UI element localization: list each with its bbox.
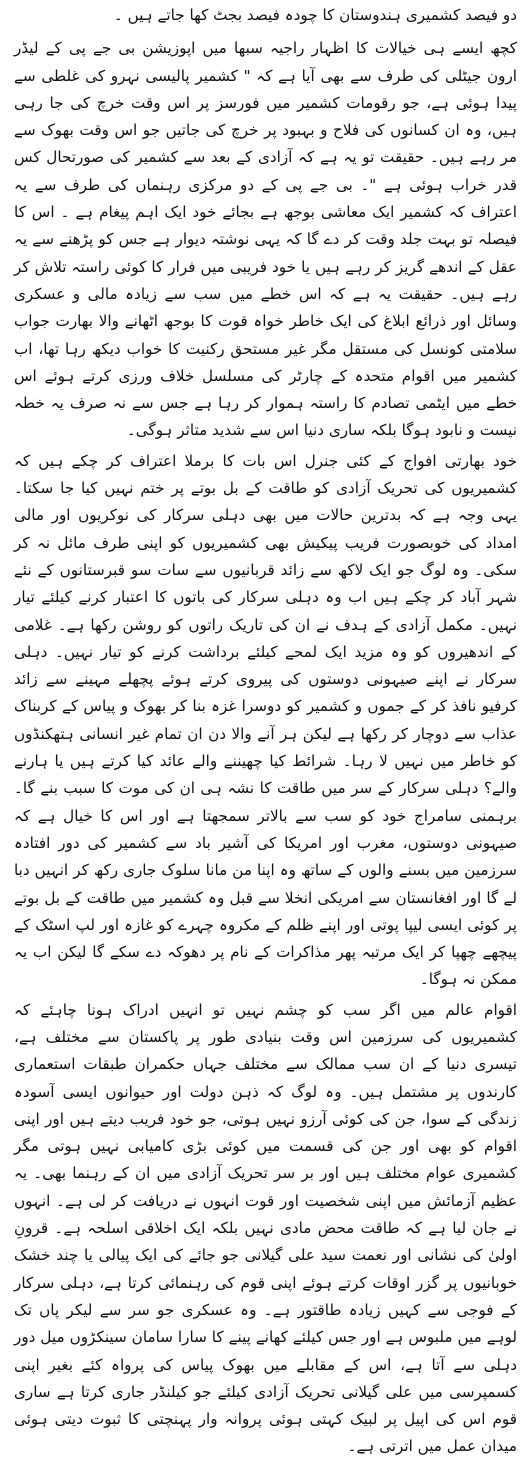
article-paragraph-1: کچھ ایسے ہی خیالات کا اظہار راجیہ سبھا میں اپوزیشن بی جے پی کے لیڈر ارون جیٹلی کی طرف سے بھی آیا ہے کہ " کشمیر پالیسی نہرو کی غلطی سے پیدا ہوئی ہے، جو رقومات کشمیر میں فورسز پر اس وقت خرچ کی جا رہی ہیں، وہ ان کسانوں کی فلاح و بہبود پر خرچ کی جاتیں جو اس وقت بھوک سے مر رہے ہیں۔ حقیقت تو یہ ہے کہ آزادی کے بعد سے کشمیر کی صورتحال کس قدر خراب ہوئی ہے "۔ بی جے پی کے دو مرکزی رہنماں کی طرف سے یہ اعتراف کہ کشمیر ایک معاشی بوجھ ہے بجائے خود ایک اہم پیغام ہے ۔ اس کا فیصلہ تو بہت جلد وقت کر دے گا کہ یہی نوشتہ دیوار ہے جس کو پڑھنے سے یہ عقل کے اندھے گریز کر رہے ہیں یا خود فریبی میں فرار کا کوئی راستہ تلاش کر رہے ہیں۔ حقیقت یہ ہے کہ اس خطے میں سب سے زیادہ مالی و عسکری وسائل اور ذرائع ابلاغ کی ایک خاطر خواہ قوت کا بوجھ اٹھانے والا بھارت جواب سلامتی کونسل کی مستقل مگر غیر مستحق رکنیت کا خواب دیکھ رہا تھا، اب کشمیر میں اقوام متحدہ کے چارٹر کی مسلسل خلاف ورزی کرتے ہوئے اس خطے میں ایٹمی تصادم کا راستہ ہموار کر رہا ہے جس سے نہ صرف یہ خطہ نیست و نابود ہوگا بلکہ ساری دنیا اس سے شدید متاثر ہوگی۔ (14, 39, 517, 440)
article-lead-line: دو فیصد کشمیری ہندوستان کا چودہ فیصد بجٹ کھا جاتے ہیں ۔ (113, 6, 517, 24)
article-paragraph-2: خود بھارتی افواج کے کئی جنرل اس بات کا برملا اعتراف کر چکے ہیں کہ کشمیریوں کی تحریک آزادی کو طاقت کے بل بوتے پر ختم نہیں کیا جا سکتا۔ یہی وجہ ہے کہ بدترین حالات میں بھی دہلی سرکار کی نوکریوں اور مالی امداد کی خوبصورت فریب پیکیش بھی کشمیریوں کو اپنی طرف مائل نہ کر سکی۔ وہ لوگ جو ایک لاکھ سے زائد قربانیوں سے سات سو قبرستانوں کے نئے شہر آباد کر چکے ہیں اب وہ دہلی سرکار کی باتوں کا اعتبار کرنے کیلئے تیار نہیں۔ مکمل آزادی کے ہدف نے ان کی تاریک راتوں کو روشن رکھا ہے۔ غلامی کے اندھیروں کو وہ مزید ایک لمحے کیلئے برداشت کرنے کو تیار نہیں۔ دہلی سرکار نے اپنے صیہونی دوستوں کی پیروی کرتے ہوئے پچھلے مہینے سے زائد کرفیو نافذ کر کے جموں و کشمیر کو دوسرا غزہ بنا کر بھوک و پیاس کے کربناک عذاب سے دوچار کر رکھا ہے لیکن ہر آنے والا دن ان تمام غیر انسانی ہتھکنڈوں کو خاطر میں نہیں لا رہا۔ شرائط کیا چھیننے والے عائد کیا کرتے ہیں یا ہارنے والے؟ دہلی سرکار کے سر میں طاقت کا نشہ ہی ان کی موت کا سبب بنے گا۔ برہمنی سامراج خود کو سب سے بالاتر سمجھتا ہے اور اس کا خیال ہے کہ صیہونی دوستوں، مغرب اور امریکا کی آشیر باد سے کشمیر کی دور افتادہ سرزمین میں بسنے والوں کے ساتھ وہ اپنا من مانا سلوک جاری رکھ کر انہیں دبا لے گا اور افغانستان سے امریکی انخلا سے قبل وہ کشمیر میں طاقت کے بل بوتے پر کوئی ایسی لیپا پوتی اور اپنے ظلم کے مکروہ چہرے کو غازہ اور لپ اسٹک کے پیچھے چھپا کر ایک مرتبہ پھر مذاکرات کے نام پر دھوکہ دے سکے گا لیکن اب یہ ممکن نہ ہوگا۔ (14, 451, 517, 989)
article-paragraph-3: اقوام عالم میں اگر سب کو چشم نہیں تو انہیں ادراک ہونا چاہئے کہ کشمیریوں کی سرزمین اس وقت بنیادی طور پر پاکستان سے مختلف ہے، تیسری دنیا کے ان سب ممالک سے مختلف جہاں حکمران طبقات استعماری کارندوں پر مشتمل ہیں۔ وہ لوگ کہ ذہن دولت اور حیوانوں ایسی آسودہ زندگی کے سوا، جن کی کوئی آرزو نہیں ہوتی، جو خود فریب دیتے ہیں اور اپنی اقوام کو بھی اور جن کی قسمت میں کوئی بڑی کامیابی نہیں ہوتی مگر کشمیری عوام مختلف ہیں اور بر سر تحریک آزادی میں ان کے رہنما بھی۔ یہ عظیم آزمائش میں اپنی شخصیت اور قوت انہوں نے دریافت کر لی ہے۔ انہوں نے جان لیا ہے کہ طاقت محض مادی نہیں بلکہ ایک اخلاقی اسلحہ ہے۔ قرونِ اولیٰ کی نشانی اور نعمت سید علی گیلانی جو جائے کی ایک پیالی یا چند خشک خوبانیوں پر گزر اوقات کرتے ہوئے اپنی قوم کی رہنمائی کرتا ہے، دہلی سرکار کے فوجی سے کہیں زیادہ طاقتور ہے۔ وہ عسکری جو سر سے لیکر پاں تک لوہے میں ملبوس ہے اور جس کیلئے کھانے پینے کا سارا سامان سینکڑوں میل دور دہلی سے آتا ہے، اس کے مقابلے میں بھوک پیاس کی پرواہ کئے بغیر اپنی کسمپرسی میں علی گیلانی تحریک آزادی کیلئے جو کیلنڈر جاری کرتا ہے ساری قوم اس کی اپیل پر لبیک کہتی ہوئی پروانہ وار پہنچتی کا ثبوت دیتی ہوئی میدان عمل میں اترتی ہے۔ (14, 1000, 517, 1456)
